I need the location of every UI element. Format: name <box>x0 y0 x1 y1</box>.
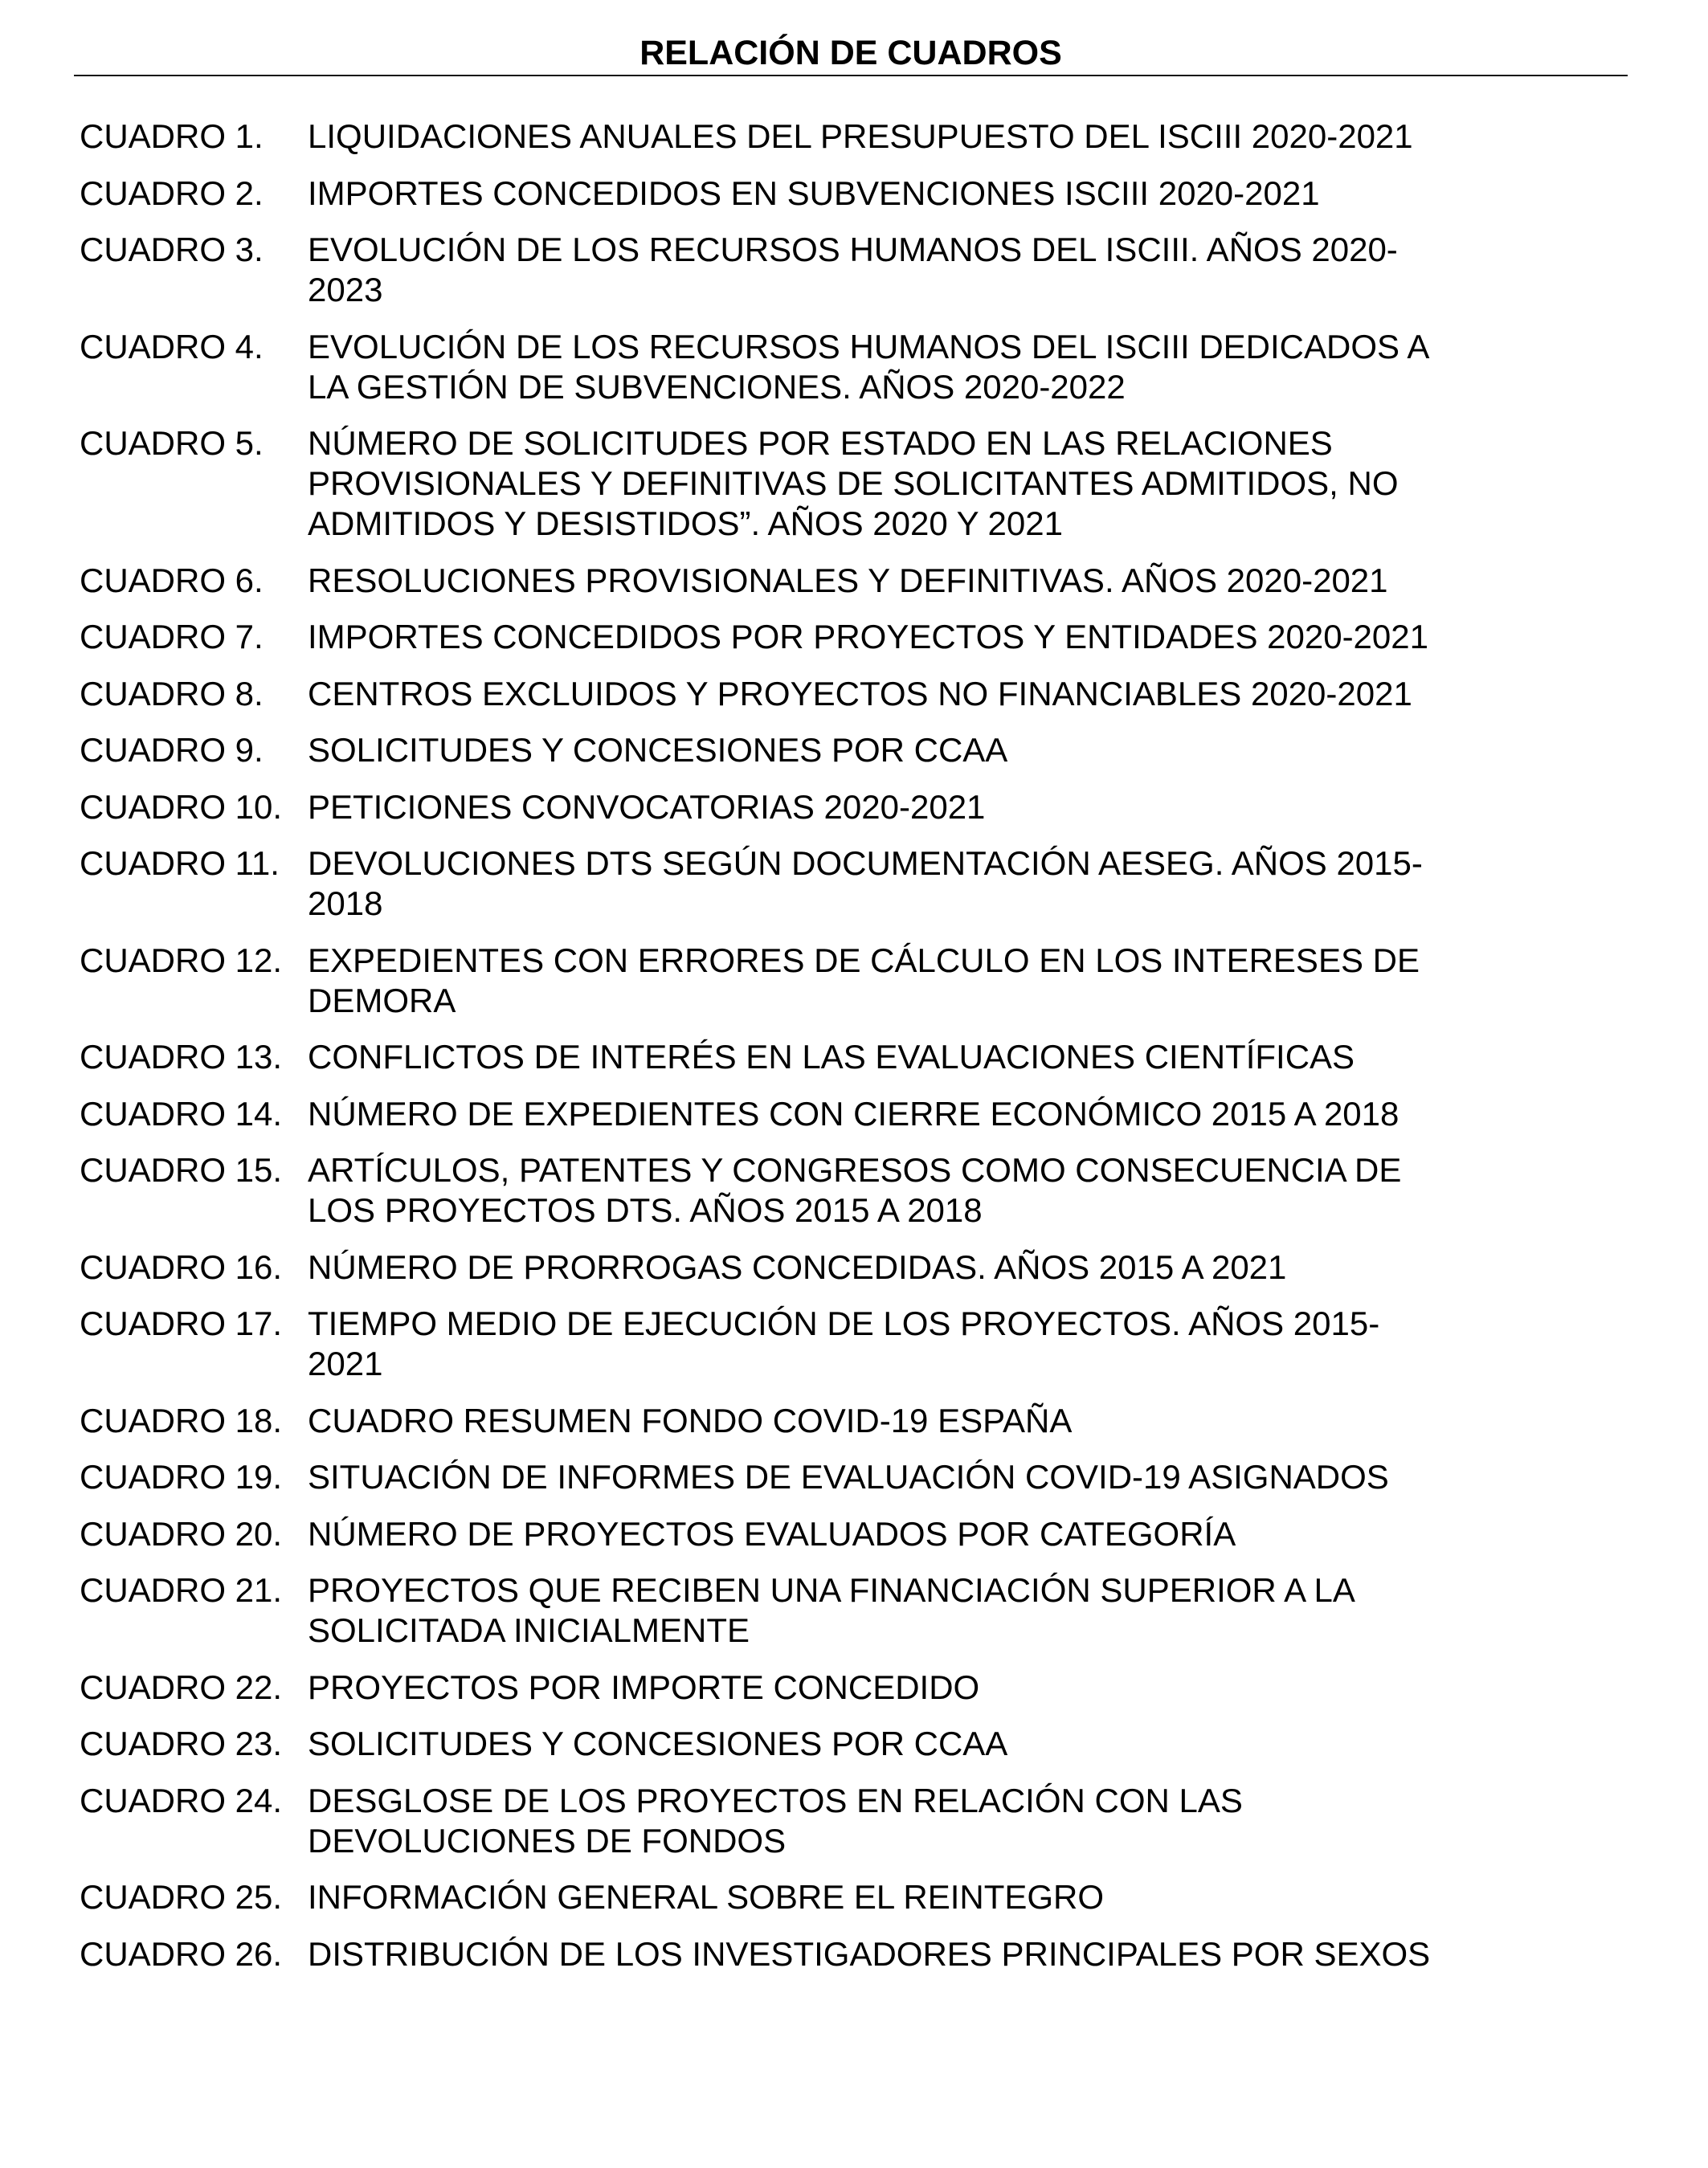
item-number-label: CUADRO 20. <box>80 1514 283 1553</box>
item-description-line: CONFLICTOS DE INTERÉS EN LAS EVALUACIONES CIENTÍFICAS <box>308 1038 1355 1076</box>
list-item-cuadro-14 <box>80 1094 1526 1134</box>
item-number-label: CUADRO 14. <box>80 1094 283 1133</box>
item-description <box>308 1877 1526 1917</box>
item-number-label: CUADRO 1. <box>80 117 264 155</box>
item-description <box>308 1037 1526 1077</box>
item-description-line: IMPORTES CONCEDIDOS POR PROYECTOS Y ENTIDADES 2020-2021 <box>308 618 1428 655</box>
list-item-cuadro-26 <box>80 1934 1526 1974</box>
item-number-label: CUADRO 9. <box>80 731 264 769</box>
item-description-line: LA GESTIÓN DE SUBVENCIONES. AÑOS 2020-2022 <box>308 367 1126 406</box>
list-item-cuadro-13 <box>80 1037 1526 1077</box>
list-item-cuadro-19 <box>80 1457 1526 1497</box>
item-number-label: CUADRO 19. <box>80 1458 283 1496</box>
item-number-label: CUADRO 16. <box>80 1247 283 1286</box>
item-number-label: CUADRO 10. <box>80 787 283 826</box>
item-description-line: DISTRIBUCIÓN DE LOS INVESTIGADORES PRINCIPALES POR SEXOS <box>308 1934 1431 1973</box>
item-description <box>308 1457 1526 1497</box>
item-number-label: CUADRO 11. <box>80 844 280 882</box>
item-number-label: CUADRO 26. <box>80 1934 283 1973</box>
list-item-cuadro-11 <box>80 843 1526 924</box>
list-item-cuadro-2 <box>80 174 1526 214</box>
item-description-line: SOLICITUDES Y CONCESIONES POR CCAA <box>308 1725 1008 1762</box>
item-description-line: LIQUIDACIONES ANUALES DEL PRESUPUESTO DEL ISCIII 2020-2021 <box>308 117 1413 155</box>
list-item-cuadro-6 <box>80 561 1526 601</box>
item-description <box>308 1094 1526 1134</box>
list-item-cuadro-3 <box>80 230 1526 310</box>
item-description <box>308 1304 1526 1384</box>
list-item-cuadro-15 <box>80 1150 1526 1231</box>
item-number-label: CUADRO 5. <box>80 424 264 462</box>
item-description <box>308 730 1526 770</box>
item-description <box>308 1570 1526 1651</box>
item-number-label: CUADRO 2. <box>80 174 264 212</box>
list-item-cuadro-21 <box>80 1570 1526 1651</box>
list-item-cuadro-1 <box>80 116 1526 157</box>
item-description-line: 2023 <box>308 271 383 308</box>
item-description <box>308 1724 1526 1764</box>
item-description-line: NÚMERO DE PRORROGAS CONCEDIDAS. AÑOS 2015 A 2021 <box>308 1247 1287 1286</box>
item-description <box>308 1781 1526 1861</box>
item-description <box>308 674 1526 714</box>
item-number-label: CUADRO 8. <box>80 674 264 712</box>
item-description-line: CENTROS EXCLUIDOS Y PROYECTOS NO FINANCIABLES 2020-2021 <box>308 674 1412 712</box>
item-description-line: ADMITIDOS Y DESISTIDOS”. AÑOS 2020 Y 2021 <box>308 504 1063 542</box>
item-number-label: CUADRO 7. <box>80 618 264 655</box>
item-description <box>308 327 1526 407</box>
item-description-line: CUADRO RESUMEN FONDO COVID-19 ESPAÑA <box>308 1401 1073 1439</box>
item-number-label: CUADRO 15. <box>80 1151 283 1189</box>
item-number-label: CUADRO 4. <box>80 327 264 365</box>
item-description <box>308 1401 1526 1441</box>
item-description-line: EVOLUCIÓN DE LOS RECURSOS HUMANOS DEL ISCIII. AÑOS 2020- <box>308 231 1398 268</box>
item-description-line: NÚMERO DE PROYECTOS EVALUADOS POR CATEGORÍA <box>308 1514 1236 1553</box>
item-description-line: EXPEDIENTES CON ERRORES DE CÁLCULO EN LOS INTERESES DE <box>308 941 1420 979</box>
item-description <box>308 617 1526 657</box>
item-description-line: SOLICITADA INICIALMENTE <box>308 1611 750 1649</box>
item-description-line: 2021 <box>308 1345 383 1382</box>
item-description <box>308 230 1526 310</box>
list-item-cuadro-4 <box>80 327 1526 407</box>
item-number-label: CUADRO 3. <box>80 231 264 268</box>
item-description-line: NÚMERO DE SOLICITUDES POR ESTADO EN LAS RELACIONES <box>308 424 1333 462</box>
item-description-line: INFORMACIÓN GENERAL SOBRE EL REINTEGRO <box>308 1878 1105 1916</box>
list-item-cuadro-24 <box>80 1781 1526 1861</box>
list-item-cuadro-12 <box>80 941 1526 1021</box>
item-description <box>308 423 1526 544</box>
item-description-line: PROVISIONALES Y DEFINITIVAS DE SOLICITANTES ADMITIDOS, NO <box>308 464 1399 502</box>
page-title: RELACIÓN DE CUADROS <box>639 34 1062 72</box>
item-description-line: DEMORA <box>308 981 456 1019</box>
item-description <box>308 1247 1526 1288</box>
list-item-cuadro-9 <box>80 730 1526 770</box>
table-of-contents-list <box>80 116 1526 1990</box>
item-description-line: NÚMERO DE EXPEDIENTES CON CIERRE ECONÓMICO 2015 A 2018 <box>308 1094 1399 1133</box>
item-description-line: TIEMPO MEDIO DE EJECUCIÓN DE LOS PROYECTOS. AÑOS 2015- <box>308 1304 1380 1342</box>
item-description-line: DESGLOSE DE LOS PROYECTOS EN RELACIÓN CON LAS <box>308 1781 1243 1819</box>
list-item-cuadro-10 <box>80 787 1526 827</box>
item-description <box>308 561 1526 601</box>
item-number-label: CUADRO 12. <box>80 941 283 979</box>
item-description-line: LOS PROYECTOS DTS. AÑOS 2015 A 2018 <box>308 1191 983 1229</box>
item-description-line: 2018 <box>308 884 383 922</box>
item-description <box>308 843 1526 924</box>
item-description <box>308 1934 1526 1974</box>
item-description-line: RESOLUCIONES PROVISIONALES Y DEFINITIVAS. AÑOS 2020-2021 <box>308 561 1388 599</box>
item-description <box>308 787 1526 827</box>
list-item-cuadro-5 <box>80 423 1526 544</box>
item-description-line: PROYECTOS POR IMPORTE CONCEDIDO <box>308 1668 980 1706</box>
list-item-cuadro-22 <box>80 1668 1526 1708</box>
list-item-cuadro-25 <box>80 1877 1526 1917</box>
item-number-label: CUADRO 18. <box>80 1401 283 1439</box>
item-description <box>308 941 1526 1021</box>
item-number-label: CUADRO 25. <box>80 1878 283 1916</box>
item-description <box>308 116 1526 157</box>
list-item-cuadro-18 <box>80 1401 1526 1441</box>
item-description-line: SITUACIÓN DE INFORMES DE EVALUACIÓN COVID-19 ASIGNADOS <box>308 1458 1389 1496</box>
list-item-cuadro-16 <box>80 1247 1526 1288</box>
item-description <box>308 1150 1526 1231</box>
item-number-label: CUADRO 23. <box>80 1725 283 1762</box>
list-item-cuadro-8 <box>80 674 1526 714</box>
item-number-label: CUADRO 13. <box>80 1038 283 1076</box>
item-description-line: PETICIONES CONVOCATORIAS 2020-2021 <box>308 787 986 826</box>
item-number-label: CUADRO 22. <box>80 1668 283 1706</box>
item-description <box>308 1514 1526 1554</box>
list-item-cuadro-17 <box>80 1304 1526 1384</box>
list-item-cuadro-7 <box>80 617 1526 657</box>
item-description-line: IMPORTES CONCEDIDOS EN SUBVENCIONES ISCIII 2020-2021 <box>308 174 1320 212</box>
item-number-label: CUADRO 17. <box>80 1304 283 1342</box>
item-description-line: EVOLUCIÓN DE LOS RECURSOS HUMANOS DEL ISCIII DEDICADOS A <box>308 327 1430 365</box>
item-number-label: CUADRO 6. <box>80 561 264 599</box>
title-divider <box>74 75 1628 76</box>
item-description <box>308 1668 1526 1708</box>
item-description-line: DEVOLUCIONES DE FONDOS <box>308 1821 787 1860</box>
item-description-line: ARTÍCULOS, PATENTES Y CONGRESOS COMO CONSECUENCIA DE <box>308 1151 1402 1189</box>
item-description-line: SOLICITUDES Y CONCESIONES POR CCAA <box>308 731 1008 769</box>
list-item-cuadro-20 <box>80 1514 1526 1554</box>
item-number-label: CUADRO 21. <box>80 1571 283 1609</box>
list-item-cuadro-23 <box>80 1724 1526 1764</box>
item-description-line: PROYECTOS QUE RECIBEN UNA FINANCIACIÓN SUPERIOR A LA <box>308 1571 1355 1609</box>
item-number-label: CUADRO 24. <box>80 1781 283 1819</box>
item-description <box>308 174 1526 214</box>
item-description-line: DEVOLUCIONES DTS SEGÚN DOCUMENTACIÓN AESEG. AÑOS 2015- <box>308 844 1423 882</box>
